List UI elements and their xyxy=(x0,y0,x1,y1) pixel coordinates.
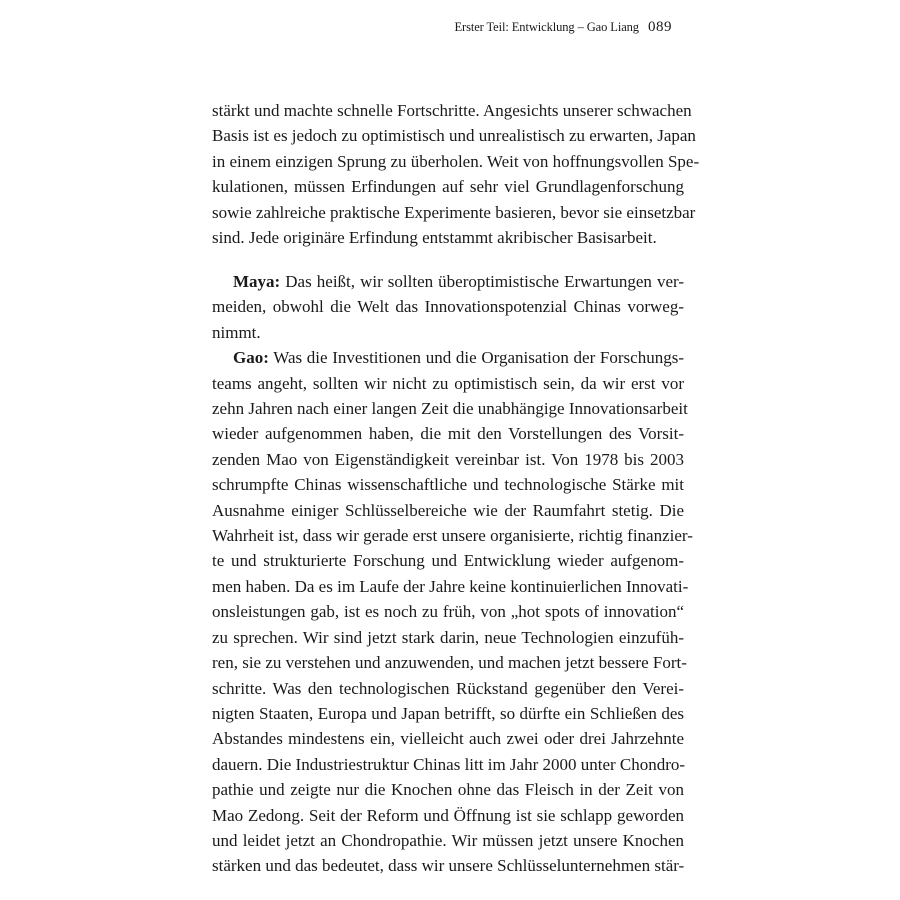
maya-paragraph xyxy=(212,269,684,345)
text-line: kulationen, müssen Erfindungen auf sehr viel Grundlagenforschung xyxy=(212,177,684,197)
text-fragment: Das heißt, wir sollten überoptimistische Erwartungen ver- xyxy=(285,272,684,291)
text-line: te und strukturierte Forschung und Entwicklung wieder aufgenom- xyxy=(212,551,684,571)
text-line: pathie und zeigte nur die Knochen ohne das Fleisch in der Zeit von xyxy=(212,780,684,800)
text-fragment: Was die Investitionen und die Organisation der Forschungs- xyxy=(273,348,684,368)
text-line: Abstandes mindestens ein, vielleicht auch zwei oder drei Jahrzehnte xyxy=(212,729,684,749)
text-line xyxy=(212,269,684,294)
text-line: teams angeht, sollten wir nicht zu optimistisch sein, da wir erst vor xyxy=(212,373,684,393)
gao-paragraph xyxy=(212,345,693,879)
text-line: meiden, obwohl die Welt das Innovationspotenzial Chinas vorweg- xyxy=(212,297,684,317)
text-line: sowie zahlreiche praktische Experimente basieren, bevor sie einsetzbar xyxy=(212,202,696,222)
text-line: nimmt. xyxy=(212,322,261,342)
running-title: Erster Teil: Entwicklung – Gao Liang xyxy=(454,20,639,34)
page-number: 089 xyxy=(648,19,672,35)
text-line: schrumpfte Chinas wissenschaftliche und technologische Stärke mit xyxy=(212,475,684,495)
text-line: dauern. Die Industriestruktur Chinas litt im Jahr 2000 unter Chondro- xyxy=(212,754,686,774)
text-line: onsleistungen gab, ist es noch zu früh, von „hot spots of innovation“ xyxy=(212,602,684,622)
text-line: stärken und das bedeutet, dass wir unsere Schlüsselunternehmen stär- xyxy=(212,856,685,876)
text-line: schritte. Was den technologischen Rückstand gegenüber den Verei- xyxy=(212,678,684,698)
running-head xyxy=(454,19,672,36)
text-line: und leidet jetzt an Chondropathie. Wir müssen jetzt unsere Knochen xyxy=(212,830,684,850)
text-line: Mao Zedong. Seit der Reform und Öffnung ist sie schlapp geworden xyxy=(212,805,684,825)
paragraph-1 xyxy=(212,98,700,250)
text-line: stärkt und machte schnelle Fortschritte. Angesichts unserer schwachen xyxy=(212,101,692,120)
text-line: zenden Mao von Eigenständigkeit vereinbar ist. Von 1978 bis 2003 xyxy=(212,449,684,469)
text-line: Ausnahme einiger Schlüsselbereiche wie der Raumfahrt stetig. Die xyxy=(212,500,684,520)
text-line: in einem einzigen Sprung zu überholen. Weit von hoffnungsvollen Spe- xyxy=(212,151,700,171)
text-line: ren, sie zu verstehen und anzuwenden, und machen jetzt bessere Fort- xyxy=(212,653,687,673)
speaker-maya: Maya: xyxy=(233,272,281,291)
speaker-gao: Gao: xyxy=(233,348,269,368)
text-line: Basis ist es jedoch zu optimistisch und unrealistisch zu erwarten, Japan xyxy=(212,126,696,146)
text-line xyxy=(212,345,684,370)
text-line: zehn Jahren nach einer langen Zeit die unabhängige Innovationsarbeit xyxy=(212,399,688,419)
text-line: Wahrheit ist, dass wir gerade erst unsere organisierte, richtig finanzier- xyxy=(212,526,693,546)
text-line: sind. Jede originäre Erfindung entstammt akribischer Basisarbeit. xyxy=(212,228,657,248)
dialogue xyxy=(212,269,693,879)
text-line: wieder aufgenommen haben, die mit den Vorstellungen des Vorsit- xyxy=(212,424,684,444)
text-line: zu sprechen. Wir sind jetzt stark darin, neue Technologien einzufüh- xyxy=(212,627,684,647)
text-line: nigten Staaten, Europa und Japan betrifft, so dürfte ein Schließen des xyxy=(212,703,684,723)
text-line: men haben. Da es im Laufe der Jahre keine kontinuierlichen Innovati- xyxy=(212,576,689,596)
